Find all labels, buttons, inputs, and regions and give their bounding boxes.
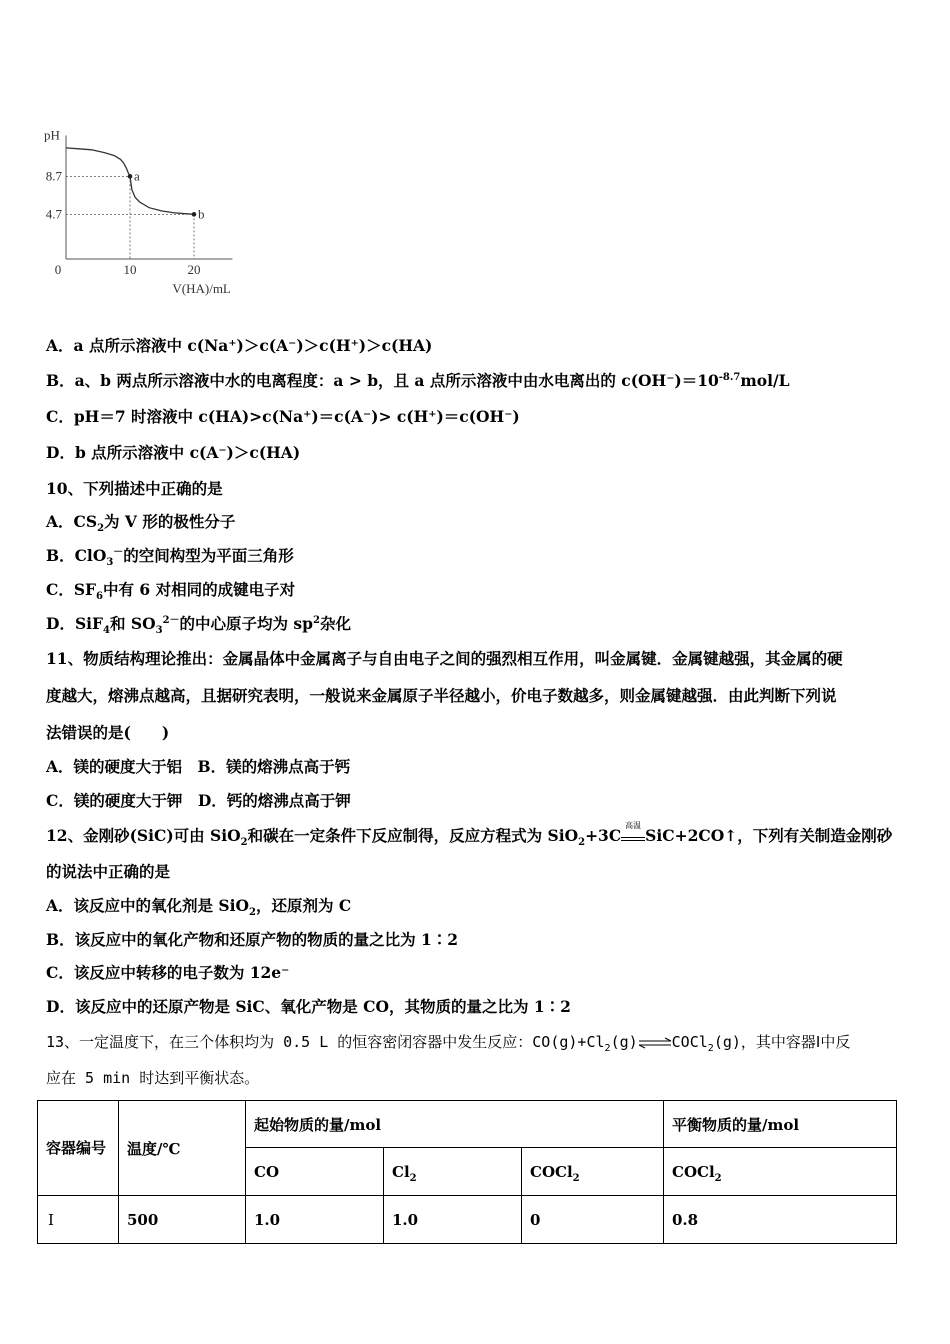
point-label-b: b [198, 206, 205, 222]
q10-option-b: B．ClO$_3$－的空间构型为平面三角形 [46, 546, 294, 569]
point-a [128, 174, 133, 179]
titration-chart [40, 92, 250, 302]
q11-stem-line1: 11、物质结构理论推出：金属晶体中金属离子与自由电子之间的强烈相互作用，叫金属键．金属键越强，其金属的硬 [46, 649, 843, 668]
x-tick-label: 20 [187, 262, 201, 277]
point-b [192, 212, 197, 217]
equilibrium-arrows-icon [638, 1037, 672, 1049]
q12-option-a: A．该反应中的氧化剂是 SiO$_2$，还原剂为 C [46, 896, 352, 919]
q9-option-d: D．b 点所示溶液中 c(A⁻)＞c(HA) [46, 443, 301, 462]
point-label-a: a [134, 168, 140, 184]
q9-option-a: A．a 点所示溶液中 c(Na⁺)＞c(A⁻)＞c(H⁺)＞c(HA) [46, 336, 433, 355]
cell-cocl2: 0 [522, 1196, 664, 1244]
cell-co: 1.0 [246, 1196, 384, 1244]
q11-stem-line2: 度越大，熔沸点越高，且据研究表明，一般说来金属原子半径越小，价电子数越多，则金属键越强．由此判断下列说 [46, 686, 837, 705]
header-initial-amount: 起始物质的量/mol [246, 1101, 664, 1148]
y-tick-label: 4.7 [45, 206, 62, 222]
y-tick-label: 8.7 [45, 168, 62, 184]
origin-label: 0 [54, 262, 62, 277]
subheader-eq-cocl2: COCl$_2$ [664, 1148, 897, 1196]
q11-options-ab: A．镁的硬度大于铝 B．镁的熔沸点高于钙 [46, 757, 351, 776]
table-row [38, 1196, 897, 1244]
cell-eq-cocl2: 0.8 [664, 1196, 897, 1244]
q9-option-c: C．pH＝7 时溶液中 c(HA)>c(Na⁺)＝c(A⁻)> c(H⁺)＝c(OH⁻) [46, 407, 520, 426]
q13-stem-line1: 13、一定温度下，在三个体积均为 0.5 L 的恒容密闭容器中发生反应：$CO(g)+Cl_2(g)$ COCl$_2$(g)，其中容器Ⅰ中反 [46, 1033, 851, 1054]
q12-stem-line2: 的说法中正确的是 [46, 862, 171, 881]
header-temperature: 温度/℃ [119, 1101, 246, 1196]
q9-option-b: B．a、b 两点所示溶液中水的电离程度：a > b，且 a 点所示溶液中由水电离出的 $c(OH^-)=10^{-8.7}mol/L$ [46, 371, 790, 390]
subheader-cocl2: COCl$_2$ [522, 1148, 664, 1196]
subheader-co: CO [246, 1148, 384, 1196]
q10-option-c: C．$SF_6$中有 6 对相同的成键电子对 [46, 580, 296, 603]
q10-option-d: D．SiF$_4$和 $SO_3^{2-}$的中心原子均为 $sp^2$杂化 [46, 614, 351, 637]
y-axis-label: pH [44, 127, 60, 143]
equilibrium-table [37, 1100, 897, 1244]
q12-stem-line1: 12、金刚砂(SiC)可由 SiO$_2$和碳在一定条件下反应制得，反应方程式为 SiO$_2$+3C 高温 SiC+2CO↑，下列有关制造金刚砂 [46, 821, 893, 849]
q12-option-b: B．该反应中的氧化产物和还原产物的物质的量之比为 1∶2 [46, 930, 459, 949]
q10-option-a: A．$CS_2$为 V 形的极性分子 [46, 512, 236, 535]
q11-stem-line3: 法错误的是( ) [46, 723, 170, 742]
q12-option-c: C．该反应中转移的电子数为 12e⁻ [46, 963, 290, 982]
x-axis-label: V(HA)/mL [172, 281, 231, 296]
cell-container: Ⅰ [38, 1196, 119, 1244]
q13-stem-line2: 应在 5 min 时达到平衡状态。 [46, 1069, 260, 1087]
q10-stem: 10、下列描述中正确的是 [46, 479, 223, 498]
subheader-cl2: $Cl_2$ [384, 1148, 522, 1196]
reaction-condition: 高温 [621, 831, 645, 841]
cell-cl2: 1.0 [384, 1196, 522, 1244]
x-tick-label: 10 [123, 262, 137, 277]
q11-options-cd: C．镁的硬度大于钾 D．钙的熔沸点高于钾 [46, 791, 351, 810]
header-equilibrium-amount: 平衡物质的量/mol [664, 1101, 897, 1148]
header-container-number: 容器编号 [38, 1101, 119, 1196]
cell-temperature: 500 [119, 1196, 246, 1244]
q12-option-d: D．该反应中的还原产物是 SiC、氧化产物是 CO，其物质的量之比为 1∶2 [46, 997, 571, 1016]
